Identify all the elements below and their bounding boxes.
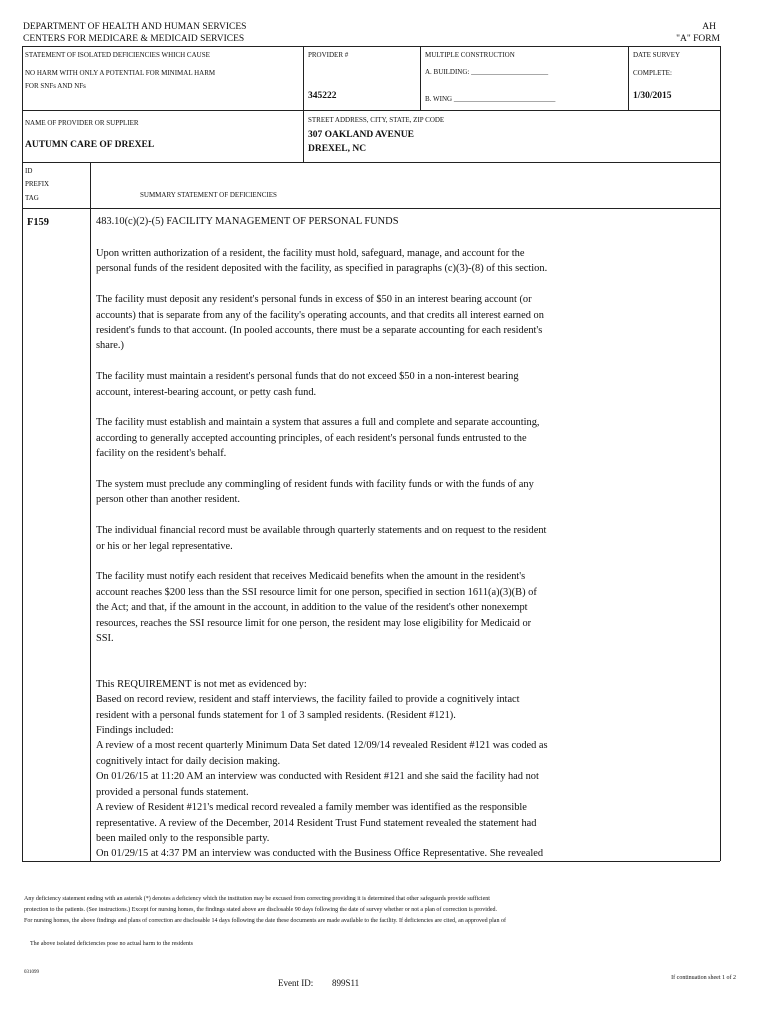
text-line: The individual financial record must be available through quarterly statements and on request to the resident [96, 525, 547, 537]
summary-label: SUMMARY STATEMENT OF DEFICIENCIES [140, 191, 277, 199]
findings-line: provided a personal funds statement. [96, 786, 249, 798]
multiple-construction-label: MULTIPLE CONSTRUCTION [425, 51, 515, 59]
provider-name: AUTUMN CARE OF DREXEL [25, 140, 155, 150]
statement-line2: NO HARM WITH ONLY A POTENTIAL FOR MINIMAL HARM [25, 69, 216, 77]
text-line: The facility must maintain a resident's personal funds that do not exceed $50 in a non-interest bearing [96, 371, 519, 383]
findings-line: Findings included: [96, 725, 174, 737]
text-line: The facility must deposit any resident's personal funds in excess of $50 in an interest bearing account (or [96, 294, 532, 306]
text-line: The facility must establish and maintain a system that assures a full and complete and separate accounting, [96, 417, 540, 429]
provider-number: 345222 [308, 91, 337, 101]
text-line: Upon written authorization of a resident, the facility must hold, safeguard, manage, and account for the [96, 248, 525, 259]
statement-title: STATEMENT OF ISOLATED DEFICIENCIES WHICH CAUSE [25, 51, 210, 59]
deficiency-title: 483.10(c)(2)-(5) FACILITY MANAGEMENT OF PERSONAL FUNDS [96, 216, 399, 227]
regulation-text [96, 246, 711, 862]
findings-line: A review of Resident #121's medical record revealed a family member was identified as the responsible [96, 802, 527, 814]
findings-line: been mailed only to the responsible party. [96, 832, 270, 844]
text-line: the Act; and that, if the amount in the account, in addition to the value of the resident's other nonexempt [96, 602, 528, 614]
text-line: account reaches $200 less than the SSI resource limit for one person, specified in section 1611(a)(3)(B) of [96, 586, 537, 598]
findings-line: Based on record review, resident and staff interviews, the facility failed to provide a cognitively intact [96, 694, 520, 706]
text-line: facility on the resident's behalf. [96, 448, 227, 460]
tag-label: TAG [25, 194, 39, 202]
text-line: person other than another resident. [96, 494, 240, 506]
regulation-paragraph [96, 569, 711, 646]
disclaimer-line: protection to the patients. (See instructions.) Except for nursing homes, the findings stated above are disclosable 90 days following the date of survey whether or not a plan of correction is provided. [24, 907, 498, 913]
form-code: AH [702, 22, 716, 32]
findings-line: representative. A review of the December, 2014 Resident Trust Fund statement revealed the statement had [96, 817, 537, 829]
regulation-paragraph [96, 369, 711, 400]
regulation-paragraph [96, 292, 711, 354]
regulation-paragraph [96, 415, 711, 461]
id-label: ID [25, 167, 33, 175]
city-state: DREXEL, NC [308, 144, 367, 154]
text-line: The facility must notify each resident that receives Medicaid benefits when the amount in the resident's [96, 571, 526, 583]
event-id-value: 899S11 [332, 978, 360, 988]
statement-line3: FOR SNFs AND NFs [25, 82, 86, 90]
regulation-paragraph [96, 246, 711, 277]
form-type: "A" FORM [676, 34, 720, 44]
survey-date: 1/30/2015 [633, 91, 672, 101]
provider-label: PROVIDER # [308, 51, 349, 59]
prefix-label: PREFIX [25, 180, 50, 188]
text-line: The system must preclude any commingling of resident funds with facility funds or with the funds of any [96, 479, 534, 491]
text-line: accounts) that is separate from any of the facility's operating accounts, and that credits all interest earned on [96, 309, 544, 321]
text-line: personal funds of the resident deposited with the facility, as specified in paragraphs (c)(3)-(8) of this section. [96, 263, 548, 275]
findings-line: cognitively intact for daily decision making. [96, 755, 281, 767]
date-survey-label: DATE SURVEY [633, 51, 681, 59]
text-line: resident's funds to that account. (In pooled accounts, there must be a separate accounting for each resident's [96, 325, 543, 337]
text-line: resources, reaches the SSI resource limit for one person, the resident may lose eligibility for Medicaid or [96, 617, 532, 629]
text-line: SSI. [96, 633, 114, 645]
findings-line: On 01/29/15 at 4:37 PM an interview was conducted with the Business Office Representative. She revealed [96, 848, 544, 860]
text-line: share.) [96, 340, 124, 352]
department-title: DEPARTMENT OF HEALTH AND HUMAN SERVICES [23, 22, 247, 32]
regulation-paragraph [96, 477, 711, 508]
text-line: according to generally accepted accounting principles, of each resident's personal funds entrusted to the [96, 432, 527, 444]
building-field: A. BUILDING: ______________________ [425, 68, 549, 76]
complete-label: COMPLETE: [633, 69, 672, 77]
findings [96, 677, 711, 862]
deficiency-tag: F159 [27, 217, 49, 228]
text-line: or his or her legal representative. [96, 540, 233, 552]
isolated-note: The above isolated deficiencies pose no actual harm to the residents [30, 941, 193, 947]
provider-name-label: NAME OF PROVIDER OR SUPPLIER [25, 119, 139, 127]
findings-line: This REQUIREMENT is not met as evidenced by: [96, 678, 307, 690]
regulation-paragraph [96, 523, 711, 554]
event-id-label: Event ID: [278, 978, 314, 988]
disclaimer-line: For nursing homes, the above findings and plans of correction are disclosable 14 days following the date these documents are made available to the facility. If deficiencies are cited, an approved plan of [24, 918, 506, 924]
findings-line: On 01/26/15 at 11:20 AM an interview was conducted with Resident #121 and she said the facility had not [96, 771, 539, 783]
text-line: account, interest-bearing account, or petty cash fund. [96, 386, 317, 398]
form-number: 031099 [24, 970, 39, 975]
street-address: 307 OAKLAND AVENUE [308, 130, 414, 140]
street-address-label: STREET ADDRESS, CITY, STATE, ZIP CODE [308, 116, 445, 124]
wing-field: B. WING _____________________________ [425, 95, 556, 103]
disclaimer-line: Any deficiency statement ending with an asterisk (*) denotes a deficiency which the institution may be excused from correcting providing it is determined that other safeguards provide sufficient [24, 896, 490, 902]
disclaimer [24, 894, 724, 927]
findings-line: resident with a personal funds statement for 1 of 3 sampled residents. (Resident #121). [96, 709, 456, 721]
findings-line: A review of a most recent quarterly Minimum Data Set dated 12/09/14 revealed Resident #121 was coded as [96, 740, 548, 752]
centers-title: CENTERS FOR MEDICARE & MEDICAID SERVICES [23, 34, 245, 44]
continuation-sheet: If continuation sheet 1 of 2 [671, 975, 736, 981]
